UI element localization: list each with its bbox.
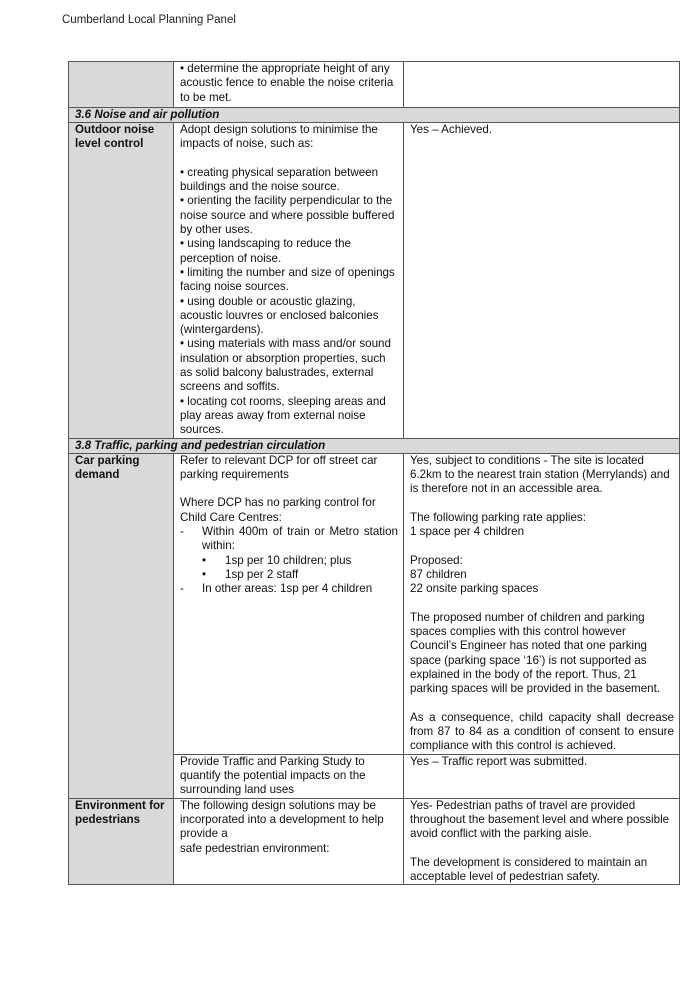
requirement-cell bbox=[174, 62, 404, 108]
parking-req-bullet bbox=[180, 568, 398, 582]
table-row-pedestrians bbox=[69, 798, 680, 885]
parking-req-other bbox=[180, 582, 398, 596]
noise-item: • creating physical separation between buildings and the noise source. bbox=[180, 165, 379, 194]
noise-intro: Adopt design solutions to minimise the impacts of noise, such as: bbox=[180, 123, 378, 151]
dash-marker: - bbox=[180, 525, 184, 539]
bullet-marker: • bbox=[202, 553, 207, 567]
noise-item: • using landscaping to reduce the perception of noise. bbox=[180, 237, 351, 265]
traffic-study-comp: Yes – Traffic report was submitted. bbox=[410, 754, 588, 768]
compliance-table bbox=[68, 61, 680, 885]
requirement-cell-car-parking bbox=[174, 453, 404, 754]
parking-comp-p4: The proposed number of children and parking spaces complies with this control however Council’s Engineer has noted that one parking space (parking space ‘16’) is not supported as explained in the body of the report. Thus, 21 parking spaces will be provided in the basement. bbox=[410, 610, 661, 696]
parking-req-within-text: Within 400m of train or Metro station within: bbox=[202, 525, 398, 553]
noise-item: • using double or acoustic glazing, acoustic louvres or enclosed balconies (wintergardens). bbox=[180, 294, 379, 337]
parking-req-within bbox=[180, 525, 398, 554]
control-cell-empty bbox=[69, 62, 174, 108]
pedestrian-req-2: safe pedestrian environment: bbox=[180, 841, 330, 855]
parking-comp-p1: Yes, subject to conditions - The site is located 6.2km to the nearest train station (Merrylands) and is therefore not in an accessible area. bbox=[410, 453, 670, 496]
table-row-car-parking bbox=[69, 453, 680, 754]
noise-compliance: Yes – Achieved. bbox=[410, 123, 493, 136]
noise-item: • locating cot rooms, sleeping areas and play areas away from external noise sources. bbox=[180, 394, 386, 437]
parking-comp-proposed-label: Proposed: bbox=[410, 553, 463, 567]
pedestrian-comp-p1: Yes- Pedestrian paths of travel are provided throughout the basement level and where possible avoid conflict with the parking aisle. bbox=[410, 798, 670, 841]
parking-comp-rate: 1 space per 4 children bbox=[410, 525, 525, 539]
pedestrian-comp-p2: The development is considered to maintain an acceptable level of pedestrian safety. bbox=[410, 855, 648, 884]
requirement-cell-outdoor-noise bbox=[174, 123, 404, 439]
control-label-car-parking: Car parking demand bbox=[69, 453, 174, 798]
pedestrian-req: The following design solutions may be incorporated into a development to help provide a bbox=[180, 798, 384, 841]
parking-req-bullet bbox=[180, 554, 398, 568]
parking-comp-spaces: 22 onsite parking spaces bbox=[410, 582, 539, 596]
parking-comp-p5: As a consequence, child capacity shall decrease from 87 to 84 as a condition of consent to ensure compliance with this control is achieved. bbox=[410, 710, 674, 753]
compliance-cell-outdoor-noise bbox=[404, 123, 680, 439]
traffic-study-req: Provide Traffic and Parking Study to quantify the potential impacts on the surrounding land uses bbox=[180, 754, 366, 797]
noise-item: • orienting the facility perpendicular to the noise source and where possible buffered by other uses. bbox=[180, 194, 395, 237]
page-header: Cumberland Local Planning Panel bbox=[62, 14, 236, 26]
parking-req-intro: Refer to relevant DCP for off street car parking requirements bbox=[180, 453, 378, 481]
table-row-outdoor-noise bbox=[69, 123, 680, 439]
section-heading-noise: 3.6 Noise and air pollution bbox=[69, 108, 680, 123]
section-heading-traffic: 3.8 Traffic, parking and pedestrian circulation bbox=[69, 438, 680, 453]
parking-req-other-text: In other areas: 1sp per 4 children bbox=[202, 582, 373, 596]
control-label-pedestrians: Environment for pedestrians bbox=[69, 798, 174, 885]
noise-item: • limiting the number and size of openings facing noise sources. bbox=[180, 265, 395, 294]
requirement-cell-traffic-study bbox=[174, 754, 404, 798]
parking-req-bullet-text: 1sp per 2 staff bbox=[225, 567, 299, 581]
section-row-noise bbox=[69, 108, 680, 123]
compliance-cell-traffic-study bbox=[404, 754, 680, 798]
requirement-cell-pedestrians bbox=[174, 798, 404, 885]
control-label-outdoor-noise: Outdoor noise level control bbox=[69, 123, 174, 439]
dash-marker: - bbox=[180, 582, 184, 596]
parking-req-no-dcp: Where DCP has no parking control for Child Care Centres: bbox=[180, 496, 376, 524]
compliance-cell-empty bbox=[404, 62, 680, 108]
compliance-cell-pedestrians bbox=[404, 798, 680, 885]
table-row-continued bbox=[69, 62, 680, 108]
compliance-cell-car-parking bbox=[404, 453, 680, 754]
bullet-marker: • bbox=[202, 567, 207, 581]
acoustic-fence-text: • determine the appropriate height of any acoustic fence to enable the noise criteria to be met. bbox=[180, 62, 394, 104]
noise-item: • using materials with mass and/or sound insulation or absorption properties, such as solid balcony balustrades, external screens and soffits. bbox=[180, 337, 391, 394]
parking-comp-rate-label: The following parking rate applies: bbox=[410, 510, 586, 524]
section-row-traffic bbox=[69, 438, 680, 453]
parking-req-bullet-text: 1sp per 10 children; plus bbox=[225, 553, 352, 567]
parking-comp-children: 87 children bbox=[410, 567, 467, 581]
